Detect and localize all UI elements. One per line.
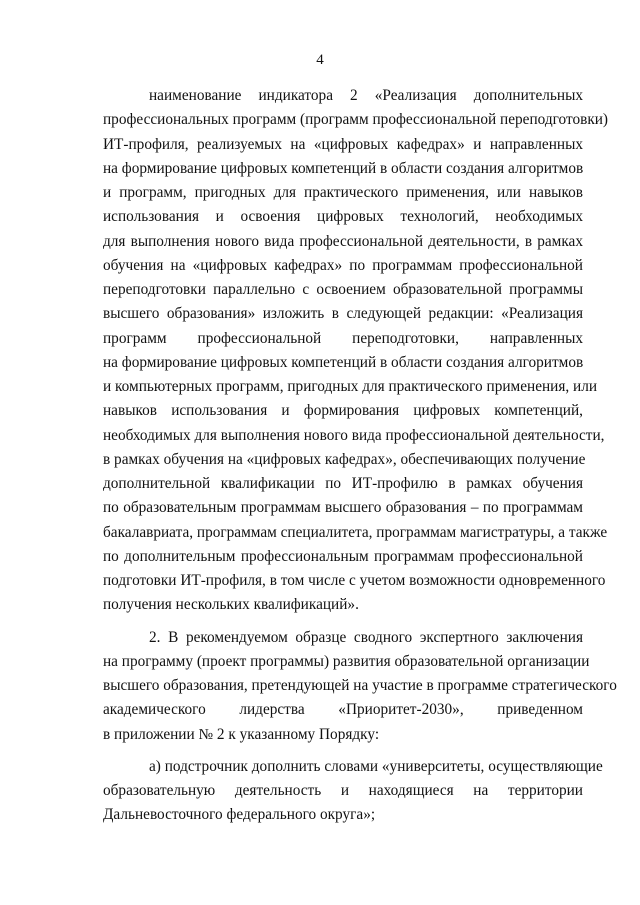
text-line: высшего образования, претендующей на участие в программе стратегического: [103, 677, 617, 694]
text-line: необходимых для выполнения нового вида профессиональной деятельности,: [103, 426, 605, 444]
text-line: получения нескольких квалификаций».: [103, 596, 359, 614]
text-line: навыков использования и формирования цифровых компетенций,: [103, 402, 583, 420]
text-line: по дополнительным профессиональным программам профессиональной: [103, 547, 583, 565]
text-line: обучения на «цифровых кафедрах» по программам профессиональной: [103, 256, 583, 274]
text-line: высшего образования» изложить в следующей редакции: «Реализация: [103, 305, 583, 323]
text-line: дополнительной квалификации по ИТ-профилю в рамках обучения: [103, 475, 583, 492]
text-line: на формирование цифровых компетенций в области создания алгоритмов: [103, 353, 584, 371]
text-line: в приложении № 2 к указанному Порядку:: [103, 725, 380, 743]
text-line: Дальневосточного федерального округа»;: [103, 806, 376, 824]
text-line: и компьютерных программ, пригодных для практического применения, или: [103, 378, 598, 395]
text-line: и программ, пригодных для практического применения, или навыков: [103, 184, 583, 201]
text-line: программ профессиональной переподготовки, направленных: [103, 329, 583, 347]
text-line: для выполнения нового вида профессиональной деятельности, в рамках: [103, 232, 583, 250]
text-line: на формирование цифровых компетенций в области создания алгоритмов: [103, 159, 584, 177]
text-line: по образовательным программам высшего образования – по программам: [103, 499, 583, 517]
text-line: а) подстрочник дополнить словами «университеты, осуществляющие: [149, 757, 603, 775]
text-line: бакалавриата, программам специалитета, программам магистратуры, а также: [103, 523, 608, 541]
text-line: наименование индикатора 2 «Реализация дополнительных: [149, 87, 583, 104]
text-line: на программу (проект программы) развития образовательной организации: [103, 652, 590, 670]
text-line: профессиональных программ (программ профессиональной переподготовки): [103, 111, 609, 129]
text-line: использования и освоения цифровых технологий, необходимых: [103, 208, 583, 226]
text-line: переподготовки параллельно с освоением образовательной программы: [103, 281, 583, 298]
page-number: 4: [316, 52, 324, 68]
text-line: образовательную деятельность и находящиеся на территории: [103, 782, 583, 799]
text-line: ИТ-профиля, реализуемых на «цифровых кафедрах» и направленных: [103, 135, 583, 153]
body-text: [103, 84, 617, 828]
text-line: 2. В рекомендуемом образце сводного экспертного заключения: [149, 628, 583, 646]
text-line: подготовки ИТ-профиля, в том числе с учетом возможности одновременного: [103, 572, 606, 589]
text-line: в рамках обучения на «цифровых кафедрах», обеспечивающих получение: [103, 450, 586, 468]
text-line: академического лидерства «Приоритет-2030», приведенном: [103, 701, 583, 719]
